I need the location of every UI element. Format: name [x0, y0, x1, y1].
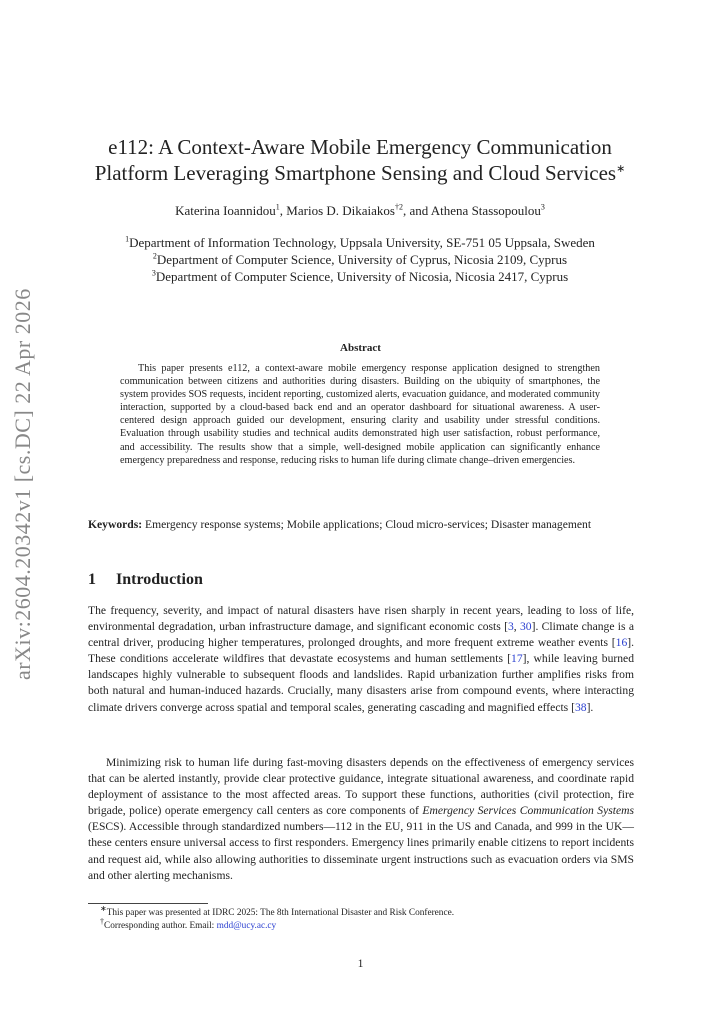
citation-link[interactable]: 16: [615, 636, 628, 650]
footnote-2-mark: †: [100, 916, 104, 926]
affiliation-1: [60, 234, 660, 251]
paragraph-2: [88, 755, 634, 884]
citation-link[interactable]: 30: [519, 620, 532, 634]
text-run: ], while leaving burned landscapes highly vulnerable to subsequent floods and landslides. Rapid urbanization further amplifies risks from both natural and human-induced hazards. Crucially, many disasters arise from compound events, where interacting climate drivers converge across spatial and temporal scales, generating cascading and magnified effects [: [88, 652, 634, 714]
title-line-2: [80, 160, 640, 186]
paper-title: [80, 134, 640, 186]
title-footnote-mark: ∗: [616, 163, 626, 175]
section-number: 1: [88, 571, 96, 588]
affiliation-3-mark: 3: [151, 268, 156, 278]
text-run: Minimizing risk to human life during fast-moving disasters depends on the effectiveness of emergency services that can be alerted instantly, provide clear protective guidance, integrate situational awareness, and coordinate rapid deployment of assistance to the most affected areas. To support these functions, authorities (civil protection, fire brigade, police) operate emergency call centers as core components of: [88, 756, 634, 818]
footnote-2-text: Corresponding author. Email:: [104, 921, 217, 931]
author-3: , and Athena Stassopoulou: [402, 203, 541, 218]
affiliation-3-text: Department of Computer Science, University of Nicosia, Nicosia 2417, Cyprus: [155, 269, 569, 284]
citation-link[interactable]: 17: [511, 652, 523, 666]
arxiv-identifier: arXiv:2604.20342v1 [cs.DC] 22 Apr 2026: [10, 288, 35, 680]
title-line-1: e112: A Context-Aware Mobile Emergency Communication: [108, 135, 612, 159]
text-run: ,: [513, 620, 520, 634]
affiliations: [60, 234, 660, 285]
text-run: (ESCS). Accessible through standardized numbers—112 in the EU, 911 in the US and Canada, and 999 in the UK—these centers ensure universal access to first responders. Emergency lines primarily enable citizens to report incidents and request aid, while also allowing authorities to disseminate urgent instructions such as evacuation orders via SMS and other alerting mechanisms.: [88, 820, 634, 882]
section-heading-introduction: [88, 571, 203, 589]
email-link[interactable]: mdd@ucy.ac.cy: [216, 921, 277, 931]
text-run: ]. Climate change is a central driver, producing higher temperatures, prolonged droughts, and more frequent extreme weather events [: [88, 620, 634, 650]
abstract-text: This paper presents e112, a context-aware mobile emergency response application designed to strengthen communication between citizens and authorities during disasters. Building on the ubiquity of smartphones, the system provides SOS requests, incident reporting, customized alerts, evacuation guidance, and moderated community interaction, supported by a cloud-based back end and an operator dashboard for situational awareness. A user-centered design approach guided our development, ensuring clarity and usability under stressful conditions. Evaluation through usability studies and technical audits demonstrated high user satisfaction, robust performance, and accessibility. The results show that a simple, well-designed mobile application can significantly enhance emergency preparedness and response, reducing risks to human life during climate change–driven emergencies.: [120, 363, 600, 466]
affiliation-2-mark: 2: [152, 251, 157, 261]
footnote-2: [100, 916, 634, 933]
author-1-affil: 1: [275, 202, 280, 212]
author-2-affil: †2: [394, 202, 403, 212]
keywords: [88, 517, 634, 533]
citation-link[interactable]: 38: [574, 700, 587, 714]
page-number: 1: [357, 957, 364, 970]
footnotes: [100, 903, 634, 933]
keywords-text: Emergency response systems; Mobile applications; Cloud micro-services; Disaster management: [142, 518, 592, 531]
author-3-affil: 3: [540, 202, 545, 212]
footnote-1-text: This paper was presented at IDRC 2025: The 8th International Disaster and Risk Conference.: [106, 908, 455, 918]
footnote-1-mark: ∗: [100, 903, 107, 913]
footnote-1: [100, 903, 634, 920]
keywords-label: Keywords:: [88, 518, 143, 531]
section-title: Introduction: [116, 571, 203, 588]
affiliation-1-mark: 1: [125, 234, 130, 244]
author-list: [80, 203, 640, 219]
citation-link[interactable]: 3: [507, 620, 514, 634]
paragraph-1: [88, 603, 634, 716]
text-run: The frequency, severity, and impact of natural disasters have risen sharply in recent years, leading to loss of life, environmental degradation, urban infrastructure damage, and significant economic costs [: [88, 604, 634, 634]
affiliation-1-text: Department of Information Technology, Uppsala University, SE-751 05 Uppsala, Sweden: [129, 235, 595, 250]
affiliation-2-text: Department of Computer Science, University of Cyprus, Nicosia 2109, Cyprus: [156, 252, 568, 267]
author-2: , Marios D. Dikaiakos: [279, 203, 395, 218]
abstract-heading: Abstract: [340, 342, 381, 354]
title-line-2-text: Platform Leveraging Smartphone Sensing and Cloud Services: [94, 161, 617, 185]
italic-term: Emergency Services Communication Systems: [422, 804, 634, 818]
affiliation-3: [60, 268, 660, 285]
text-run: ]. These conditions accelerate wildfires that devastate ecosystems and human settlements [: [88, 636, 634, 666]
author-1: Katerina Ioannidou: [175, 203, 276, 218]
affiliation-2: [60, 251, 660, 268]
text-run: ].: [586, 700, 594, 714]
